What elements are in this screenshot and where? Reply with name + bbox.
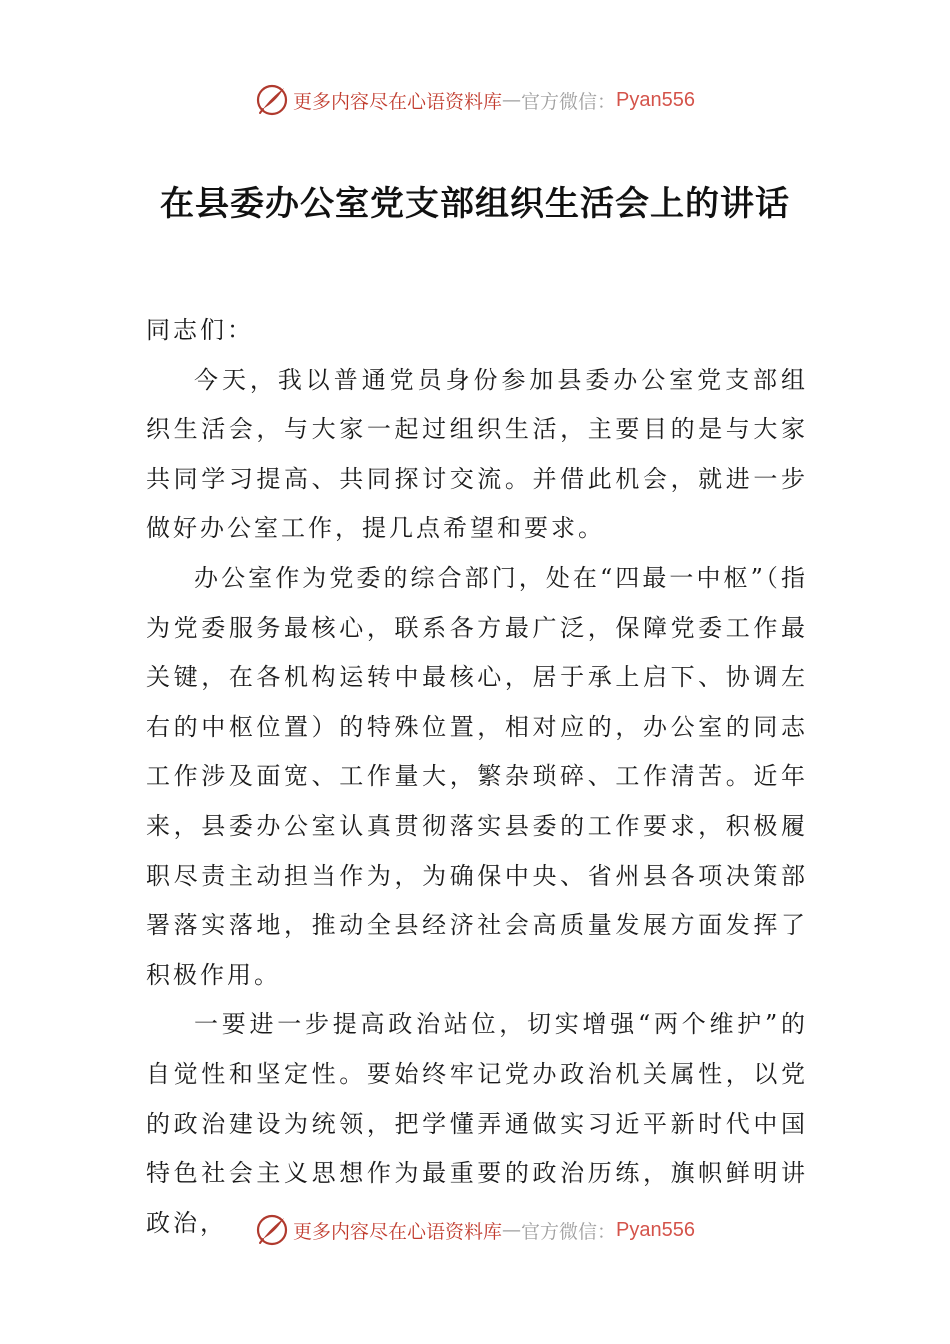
watermark-brand-text: 更多内容尽在心语资料库 — [293, 1220, 503, 1243]
watermark-wechat-id: Pyan556 — [616, 88, 695, 111]
paragraph: 一要进一步提高政治站位，切实增强“两个维护”的自觉性和坚定性。要始终牢记党办政治机关属性，以党的政治建设为统领，把学懂弄通做实习近平新时代中国特色社会主义思想作为最重要的政治历练，旗帜鲜明讲政治， — [146, 1010, 808, 1237]
document-body — [146, 306, 808, 1248]
quill-pen-logo-icon — [255, 83, 289, 117]
watermark-dash: — — [502, 1219, 522, 1241]
watermark-banner-bottom — [0, 1210, 950, 1250]
paragraph: 今天，我以普通党员身份参加县委办公室党支部组织生活会，与大家一起过组织生活，主要目的是与大家共同学习提高、共同探讨交流。并借此机会，就进一步做好办公室工作，提几点希望和要求。 — [146, 365, 808, 543]
paragraph: 办公室作为党委的综合部门，处在“四最一中枢”（指为党委服务最核心，联系各方最广泛，保障党委工作最关键，在各机构运转中最核心，居于承上启下、协调左右的中枢位置）的特殊位置，相对应的，办公室的同志工作涉及面宽、工作量大，繁杂琐碎、工作清苦。近年来，县委办公室认真贯彻落实县委的工作要求，积极履职尽责主动担当作为，为确保中央、省州县各项决策部署落实落地，推动全县经济社会高质量发展方面发挥了积极作用。 — [146, 563, 808, 989]
watermark-banner-top — [0, 80, 950, 120]
watermark-brand-text: 更多内容尽在心语资料库 — [293, 90, 503, 113]
watermark-dash: — — [502, 89, 522, 111]
watermark-wechat-label: 官方微信： — [521, 90, 617, 113]
watermark-wechat-id: Pyan556 — [616, 1218, 695, 1241]
salutation: 同志们： — [146, 316, 254, 344]
watermark-wechat-label: 官方微信： — [521, 1220, 617, 1243]
quill-pen-logo-icon — [255, 1213, 289, 1247]
document-title: 在县委办公室党支部组织生活会上的讲话 — [160, 184, 790, 224]
